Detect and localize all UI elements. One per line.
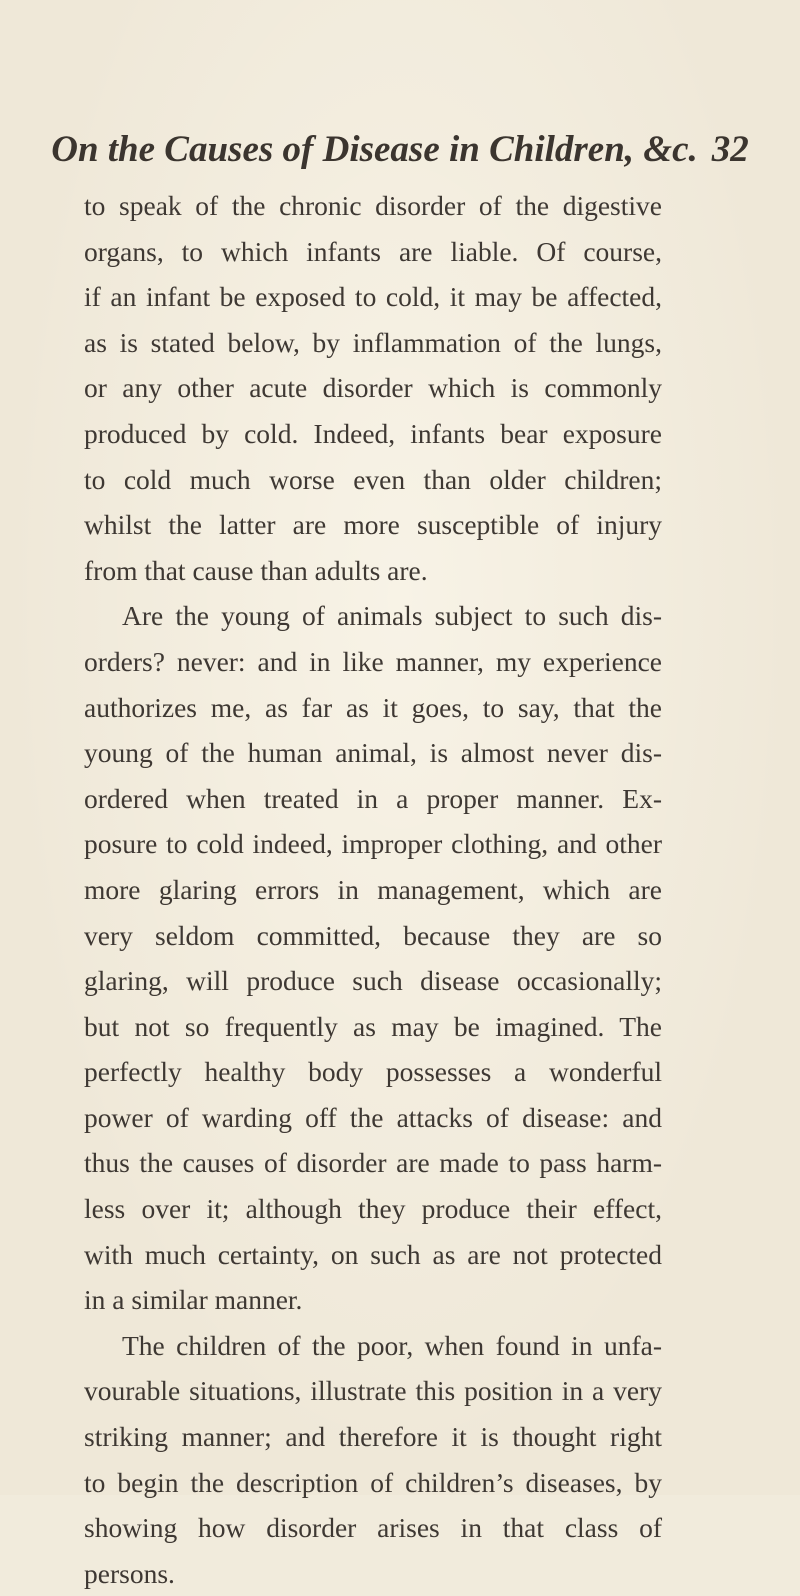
body-text (84, 183, 662, 1596)
text-line: but not so frequently as may be imagined. The (84, 1010, 662, 1042)
text-line: thus the causes of disorder are made to pass harm- (84, 1147, 662, 1179)
text-line: as is stated below, by inflammation of the lungs, (84, 326, 662, 358)
text-line: The children of the poor, when found in unfa- (122, 1329, 662, 1361)
text-line: ordered when treated in a proper manner. Ex- (84, 782, 662, 814)
text-line: young of the human animal, is almost never dis- (84, 737, 662, 769)
running-head (0, 128, 800, 172)
text-line: posure to cold indeed, improper clothing, and other (84, 828, 662, 860)
text-line: if an infant be exposed to cold, it may be affected, (84, 281, 662, 313)
text-line: from that cause than adults are. (84, 554, 428, 586)
text-line: striking manner; and therefore it is thought right (84, 1421, 662, 1453)
text-line: less over it; although they produce their effect, (84, 1193, 662, 1225)
text-line: persons. (84, 1557, 175, 1589)
text-line: more glaring errors in management, which are (84, 873, 662, 905)
text-line: to speak of the chronic disorder of the digestive (84, 190, 662, 221)
running-head-title: On the Causes of Disease in Children, &c. (51, 129, 698, 170)
text-line: power of warding off the attacks of disease: and (84, 1101, 662, 1133)
text-line: to begin the description of children’s diseases, by (84, 1466, 662, 1498)
text-line: with much certainty, on such as are not protected (84, 1238, 662, 1270)
text-line: or any other acute disorder which is commonly (84, 372, 662, 404)
text-line: orders? never: and in like manner, my experience (84, 645, 662, 677)
text-line: very seldom committed, because they are so (84, 919, 662, 951)
text-line: vourable situations, illustrate this position in a very (84, 1375, 662, 1407)
text-line: authorizes me, as far as it goes, to say, that the (84, 691, 662, 723)
text-line: showing how disorder arises in that class of (84, 1512, 662, 1544)
text-line: produced by cold. Indeed, infants bear exposure (84, 417, 662, 449)
page-number: 32 (711, 129, 749, 170)
text-line: perfectly healthy body possesses a wonderful (84, 1056, 662, 1088)
text-line: in a similar manner. (84, 1284, 303, 1316)
text-line: organs, to which infants are liable. Of course, (84, 235, 662, 267)
text-line: Are the young of animals subject to such dis- (122, 600, 662, 632)
text-line: whilst the latter are more susceptible of injury (84, 509, 662, 541)
text-line: to cold much worse even than older children; (84, 463, 662, 495)
text-line: glaring, will produce such disease occasionally; (84, 965, 662, 997)
